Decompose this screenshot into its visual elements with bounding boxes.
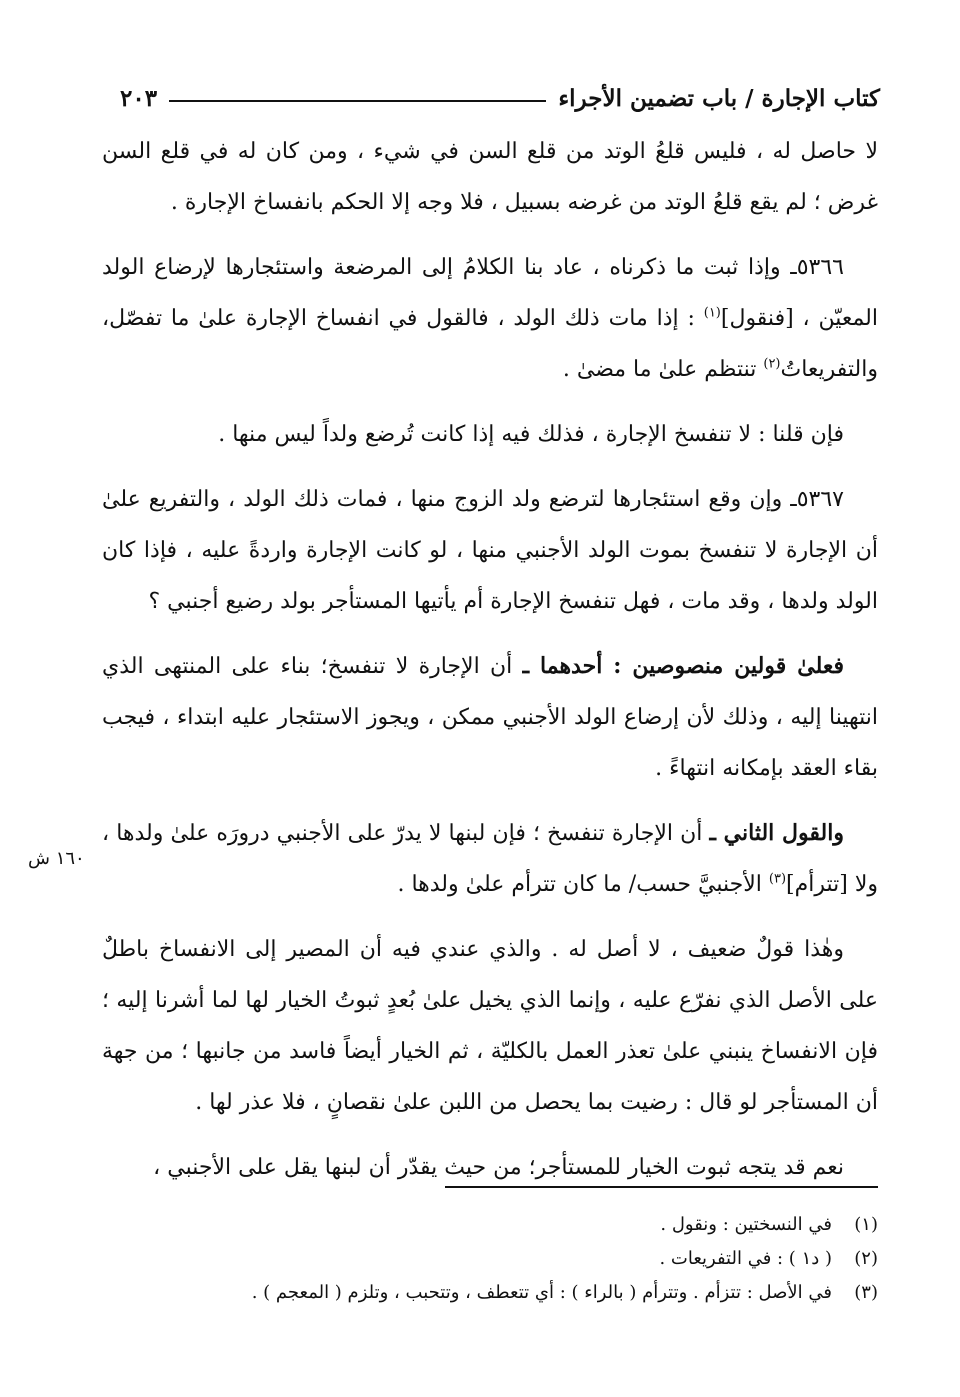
footnote-text: ( د١ ) : في التفريعات . <box>659 1248 832 1269</box>
footnote-number: (١) <box>854 1214 878 1235</box>
footnote-text: في النسختين : ونقول . <box>660 1214 832 1235</box>
footnote-ref-2: (٢) <box>763 356 781 372</box>
footnotes <box>102 1208 878 1310</box>
paragraph-text: الأجنبيَّ حسب/ ما كان تترأم علىٰ ولدها . <box>397 872 769 897</box>
paragraph-6 <box>102 808 878 910</box>
paragraph-8: نعم قد يتجه ثبوت الخيار للمستأجر؛ من حيث يقدّر أن لبنها يقل على الأجنبي ، <box>153 1155 844 1180</box>
footnote-number: (٣) <box>854 1282 878 1303</box>
header-rule <box>169 100 546 102</box>
footnote-ref-1: (١) <box>703 305 721 321</box>
paragraph-5367: ٥٣٦٧ـ وإن وقع استئجارها لترضع ولد الزوج منها ، فمات ذلك الولد ، والتفريع علىٰ أن الإجارة لا تنفسخ بموت الولد الأجنبي منها ، لو كانت الإجارة واردةً عليه ، فإذا كان الولد ولدها ، وقد مات ، فهل تنفسخ الإجارة أم يأتيها المستأجر بولد رضيع أجنبي ؟ <box>102 487 878 614</box>
paragraph-bold-lead: والقول الثاني ـ <box>709 820 844 846</box>
footnote-item <box>102 1242 878 1276</box>
footnote-number: (٢) <box>854 1248 878 1269</box>
paragraph-text: : إذا مات ذلك الولد ، فالقول في انفساخ الإجارة علىٰ ما تفصّل، والتفريعاتُ <box>102 306 878 382</box>
paragraph-text: تنتظم علىٰ ما مضىٰ . <box>562 357 764 382</box>
paragraph-text: ٥٣٦٦ـ وإذا ثبت ما ذكرناه ، عاد بنا الكلامُ إلى المرضعة واستئجارها لإرضاع الولد المعيّن ، [فنقول] <box>102 255 878 331</box>
paragraph-5 <box>102 641 878 794</box>
paragraph-7: وهٰذا قولٌ ضعيف ، لا أصل له . والذي عندي فيه أن المصير إلى الانفساخ باطلٌ على الأصل الذي نفرّع عليه ، وإنما الذي يخيل علىٰ بُعدٍ ثبوتُ الخيار لها لما أشرنا إليه ؛ فإن الانفساخ ينبني علىٰ تعذر العمل بالكليّة ، ثم الخيار أيضاً فاسد من جانبها ؛ من جهة أن المستأجر لو قال : رضيت بما يحصل من اللبن علىٰ نقصانٍ ، فلا عذر لها . <box>102 937 878 1115</box>
manuscript-folio-note: ١٦٠ ش <box>28 848 85 869</box>
running-title: كتاب الإجارة / باب تضمين الأجراء <box>558 84 880 112</box>
paragraph-text: أن الإجارة تنفسخ ؛ فإن لبنها لا يدرّ على الأجنبي درورَه علىٰ ولدها ، ولا [تترأم] <box>102 821 878 897</box>
paragraph-text: أن الإجارة لا تنفسخ؛ بناء على المنتهى الذي انتهينا إليه ، وذلك لأن إرضاع الولد الأجنبي ممكن ، ويجوز الاستئجار عليه ابتداء ، فيجب بقاء العقد بإمكانه انتهاءً . <box>102 654 878 781</box>
footnote-separator <box>445 1186 878 1188</box>
paragraph-bold-lead: فعلىٰ قولين منصوصين : أحدهما ـ <box>522 653 844 679</box>
paragraph-5366 <box>102 242 878 395</box>
footnote-text: في الأصل : تتزأم . وتترأم ( بالراء ) : أي تتعطف ، وتتحبب ، وتلزم ( المعجم ) . <box>251 1282 832 1303</box>
page-header <box>120 80 880 116</box>
page-number: ٢٠٣ <box>120 84 158 112</box>
footnote-ref-3: (٣) <box>768 871 787 887</box>
paragraph-3: فإن قلنا : لا تنفسخ الإجارة ، فذلك فيه إذا كانت تُرضع ولداً ليس منها . <box>218 422 844 447</box>
footnote-item <box>102 1208 878 1242</box>
footnote-item <box>102 1276 878 1310</box>
paragraph-1: لا حاصل له ، فليس قلعُ الوتد من قلع السن في شيء ، ومن كان له في قلع السن غرض ؛ لم يقع قلعُ الوتد من غرضه بسبيل ، فلا وجه إلا الحكم بانفساخ الإجارة . <box>102 139 878 215</box>
main-text <box>102 126 878 1207</box>
